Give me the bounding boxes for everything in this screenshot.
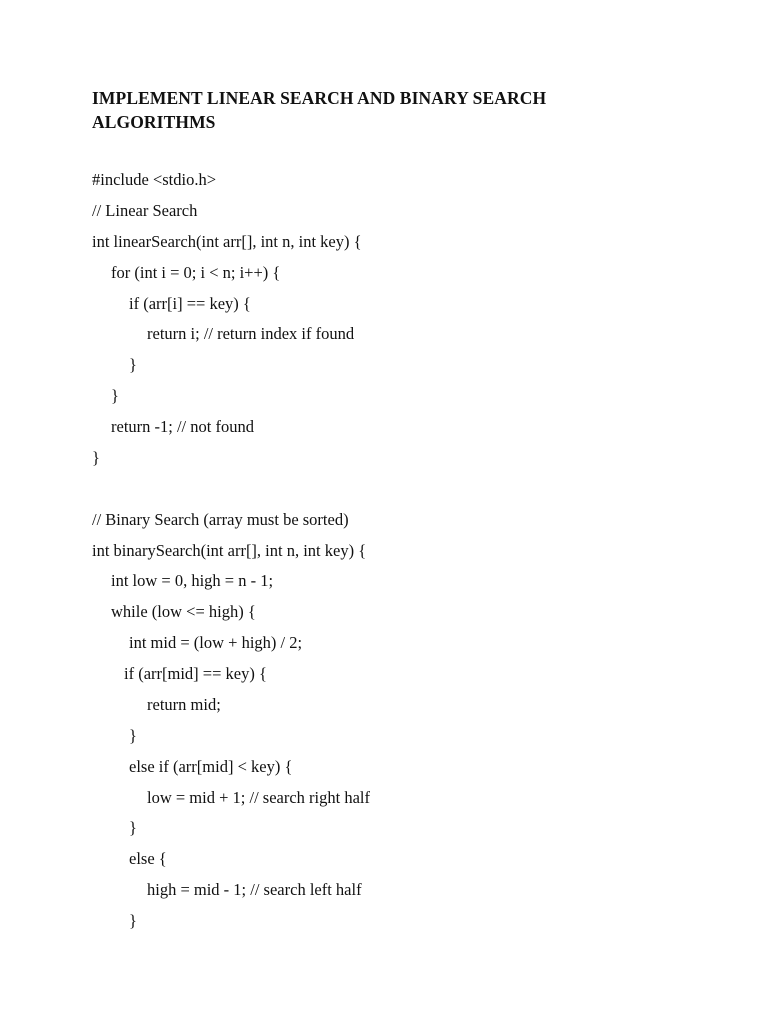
- code-line: }: [129, 355, 137, 374]
- code-line: low = mid + 1; // search right half: [147, 788, 370, 807]
- code-line: return i; // return index if found: [147, 324, 355, 343]
- title-line-1: IMPLEMENT LINEAR SEARCH AND BINARY SEARCH: [92, 88, 547, 108]
- code-line: }: [129, 726, 137, 745]
- code-line: int linearSearch(int arr[], int n, int key) {: [92, 232, 362, 251]
- code-line: else if (arr[mid] < key) {: [129, 757, 293, 776]
- code-line: }: [129, 818, 137, 837]
- document-title: [92, 86, 692, 134]
- code-line: int mid = (low + high) / 2;: [129, 633, 303, 652]
- code-line: high = mid - 1; // search left half: [147, 880, 362, 899]
- code-line: return -1; // not found: [111, 417, 254, 436]
- code-line: #include <stdio.h>: [92, 170, 217, 189]
- code-line: }: [129, 911, 137, 930]
- code-line: }: [111, 386, 119, 405]
- code-line: else {: [129, 849, 167, 868]
- code-line: // Binary Search (array must be sorted): [92, 510, 349, 529]
- code-line: int low = 0, high = n - 1;: [111, 571, 274, 590]
- code-line: for (int i = 0; i < n; i++) {: [111, 263, 281, 282]
- title-line-2: ALGORITHMS: [92, 112, 216, 132]
- code-line: // Linear Search: [92, 201, 198, 220]
- code-line: }: [92, 448, 100, 467]
- code-line: if (arr[i] == key) {: [129, 294, 251, 313]
- code-line: while (low <= high) {: [111, 602, 256, 621]
- code-line: return mid;: [147, 695, 221, 714]
- code-line: int binarySearch(int arr[], int n, int key) {: [92, 541, 367, 560]
- code-line: if (arr[mid] == key) {: [124, 664, 267, 683]
